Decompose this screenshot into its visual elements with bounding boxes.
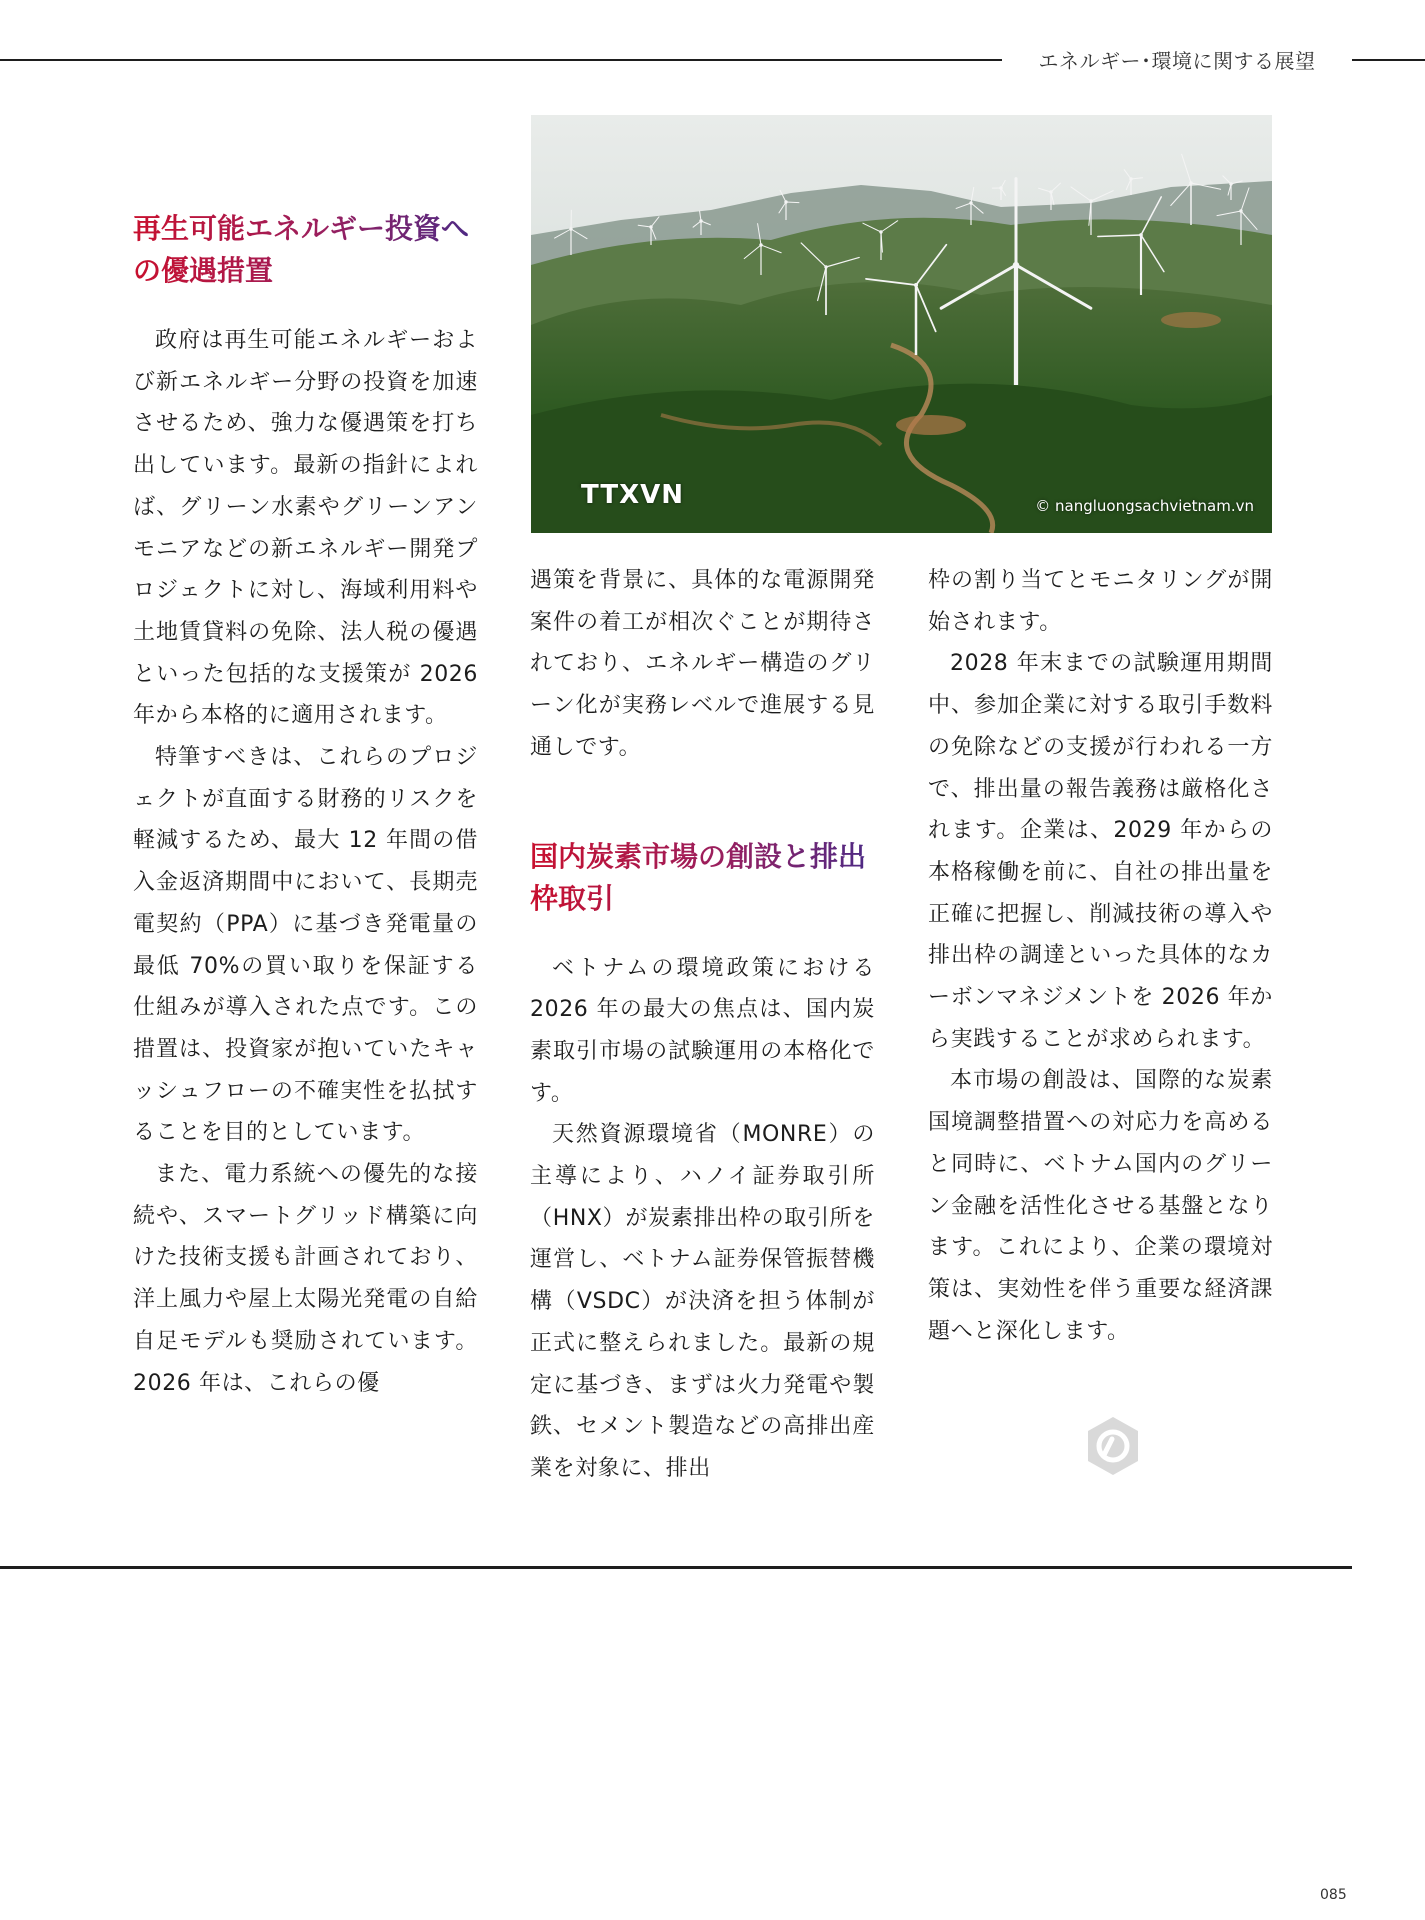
running-header: エネルギー･環境に関する展望 bbox=[1038, 49, 1316, 73]
column-3 bbox=[928, 560, 1273, 1352]
paragraph: 天然資源環境省（MONRE）の主導により、ハノイ証券取引所（HNX）が炭素排出枠の取引所を運営し、ベトナム証券保管振替機構（VSDC）が決済を担う体制が正式に整えられました。最新の規定に基づき、まずは火力発電や製鉄、セメント製造などの高排出産業を対象に、排出 bbox=[530, 1122, 875, 1481]
section-heading-carbon-market: 国内炭素市場の創設と排出枠取引 bbox=[530, 836, 875, 920]
paragraph: 遇策を背景に、具体的な電源開発案件の着工が相次ぐことが期待されており、エネルギー構造のグリーン化が実務レベルで進展する見通しです。 bbox=[530, 568, 875, 760]
section-heading-investment: 再生可能エネルギー投資への優遇措置 bbox=[133, 208, 478, 292]
paragraph: 枠の割り当てとモニタリングが開始されます。 bbox=[928, 568, 1273, 635]
ttxvn-logo: TTXVN bbox=[581, 480, 684, 510]
paragraph: 2028 年末までの試験運用期間中、参加企業に対する取引手数料の免除などの支援が行われる一方で、排出量の報告義務は厳格化されます。企業は、2029 年からの本格稼働を前に、自社の排出量を正確に把握し、削減技術の導入や排出枠の調達といった具体的なカーボンマネジメントを 2026 年から実践することが求められます。 bbox=[928, 651, 1273, 1052]
paragraph: 特筆すべきは、これらのプロジェクトが直面する財務的リスクを軽減するため、最大 12 年間の借入金返済期間中において、長期売電契約（PPA）に基づき発電量の最低 70%の買い取りを保証する仕組みが導入された点です。この措置は、投資家が抱いていたキャッシュフローの不確実性を払拭することを目的としています。 bbox=[133, 745, 478, 1146]
wind-farm-illustration bbox=[531, 115, 1272, 533]
photo-credit: © nangluongsachvietnam.vn bbox=[1035, 497, 1254, 515]
page-number: 085 bbox=[1320, 1887, 1347, 1903]
paragraph: 本市場の創設は、国際的な炭素国境調整措置への対応力を高めると同時に、ベトナム国内のグリーン金融を活性化させる基盤となります。これにより、企業の環境対策は、実効性を伴う重要な経済課題へと深化します。 bbox=[928, 1068, 1273, 1344]
column-1 bbox=[133, 208, 478, 1404]
paragraph: ベトナムの環境政策における 2026 年の最大の焦点は、国内炭素取引市場の試験運用の本格化です。 bbox=[530, 955, 875, 1106]
header-rule-left bbox=[0, 59, 1002, 61]
column-2 bbox=[530, 560, 875, 1490]
hexagon-logo-icon bbox=[1082, 1415, 1144, 1477]
footer-rule bbox=[0, 1566, 1352, 1569]
wind-farm-photo bbox=[531, 115, 1272, 533]
paragraph: 政府は再生可能エネルギーおよび新エネルギー分野の投資を加速させるため、強力な優遇策を打ち出しています。最新の指針によれば、グリーン水素やグリーンアンモニアなどの新エネルギー開発プロジェクトに対し、海域利用料や土地賃貸料の免除、法人税の優遇といった包括的な支援策が 2026 年から本格的に適用されます。 bbox=[133, 328, 478, 729]
header-rule-right bbox=[1352, 59, 1425, 61]
paragraph: また、電力系統への優先的な接続や、スマートグリッド構築に向けた技術支援も計画されており、洋上風力や屋上太陽光発電の自給自足モデルも奨励されています。2026 年は、これらの優 bbox=[133, 1162, 478, 1396]
